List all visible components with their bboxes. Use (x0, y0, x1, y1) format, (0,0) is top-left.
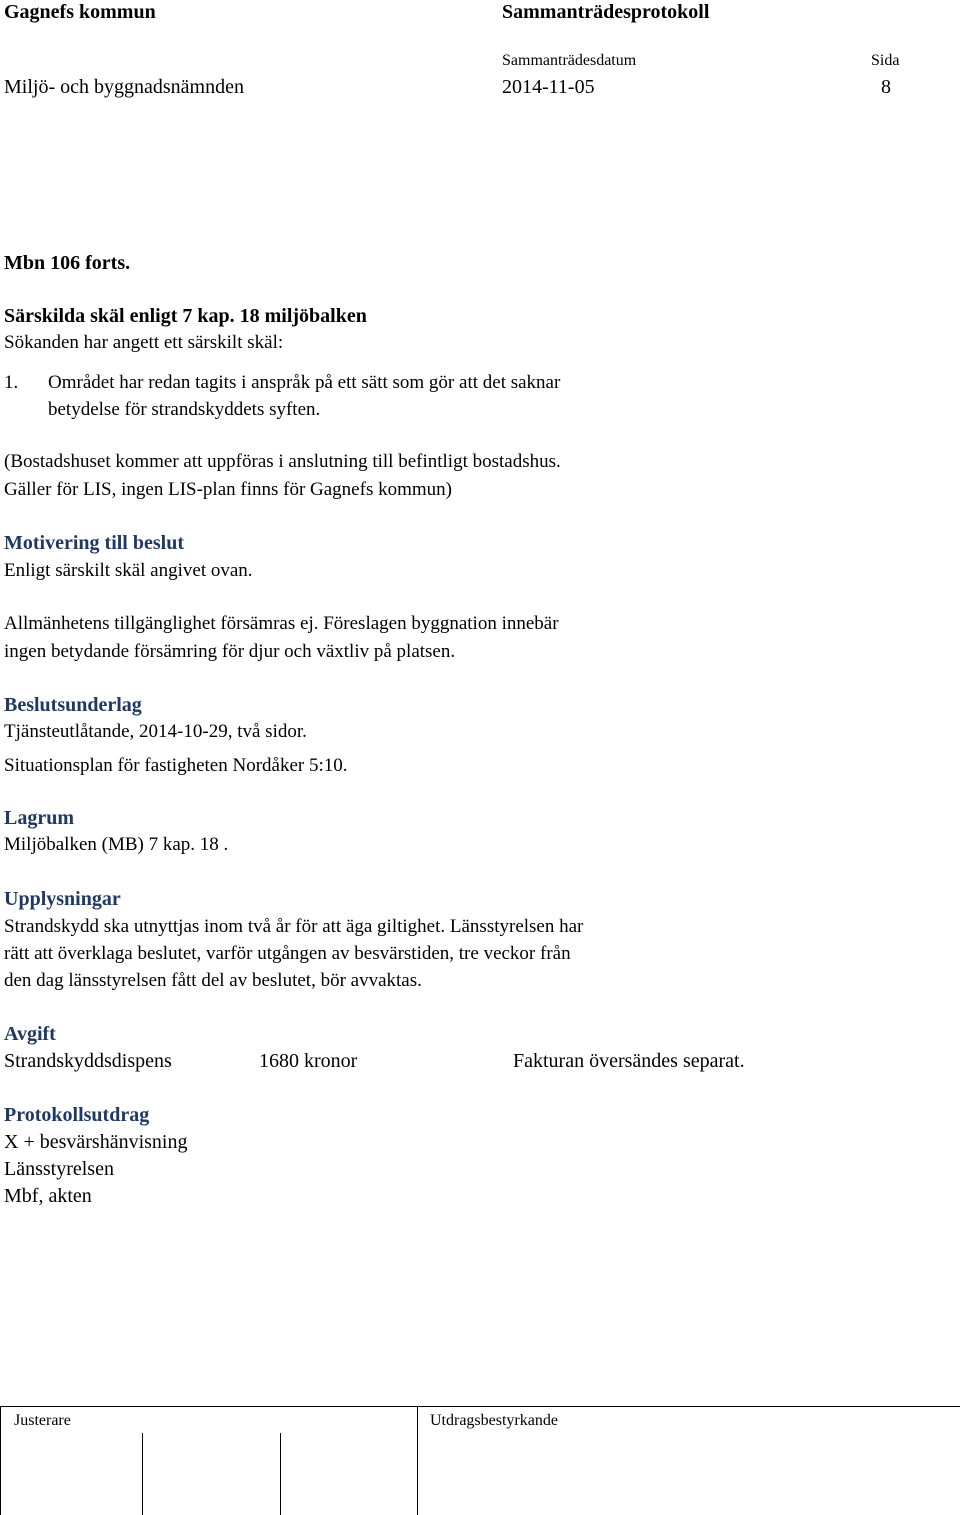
fee-note: Fakturan översändes separat. (513, 1050, 745, 1072)
basis-item-1: Tjänsteutlåtande, 2014-10-29, två sidor. (4, 721, 307, 742)
meeting-date: 2014-11-05 (502, 76, 595, 98)
reason-line-1: Området har redan tagits i anspråk på ett sätt som gör att det saknar (48, 372, 561, 393)
fee-heading: Avgift (4, 1023, 56, 1045)
signature-box-divider (142, 1433, 143, 1515)
date-label: Sammanträdesdatum (502, 52, 637, 69)
basis-item-2: Situationsplan för fastigheten Nordåker 5:10. (4, 755, 348, 776)
note-line-1: (Bostadshuset kommer att uppföras i anslutning till befintligt bostadshus. (4, 451, 561, 472)
footer-top-border (0, 1406, 960, 1407)
note-line-2: Gäller för LIS, ingen LIS-plan finns för Gagnefs kommun) (4, 479, 452, 500)
public-access-line-1: Allmänhetens tillgänglighet försämras ej. Föreslagen byggnation innebär (4, 613, 559, 634)
public-access-line-2: ingen betydande försämring för djur och växtliv på platsen. (4, 641, 456, 662)
signature-box-divider (417, 1406, 418, 1515)
adjusters-label: Justerare (14, 1412, 71, 1429)
reason-line-2: betydelse för strandskyddets syften. (48, 399, 321, 420)
page-label: Sida (871, 52, 900, 69)
committee-name: Miljö- och byggnadsnämnden (4, 76, 244, 98)
page-number: 8 (881, 76, 891, 98)
info-line-2: rätt att överklaga beslutet, varför utgången av besvärstiden, tre veckor från (4, 943, 571, 964)
reasons-intro: Sökanden har angett ett särskilt skäl: (4, 332, 284, 353)
extract-recipient: Mbf, akten (4, 1185, 92, 1207)
info-heading: Upplysningar (4, 888, 121, 910)
info-line-3: den dag länsstyrelsen fått del av beslutet, bör avvaktas. (4, 970, 422, 991)
extract-heading: Protokollsutdrag (4, 1104, 150, 1126)
law-heading: Lagrum (4, 807, 74, 829)
reason-number: 1. (4, 372, 19, 393)
extract-recipient: X + besvärshänvisning (4, 1131, 188, 1153)
law-text: Miljöbalken (MB) 7 kap. 18 . (4, 834, 229, 855)
org-name: Gagnefs kommun (4, 1, 156, 23)
signature-box-divider (280, 1433, 281, 1515)
footer-left-border (0, 1406, 1, 1515)
item-number: Mbn 106 forts. (4, 252, 131, 274)
basis-heading: Beslutsunderlag (4, 694, 142, 716)
reasons-heading: Särskilda skäl enligt 7 kap. 18 miljöbalken (4, 305, 367, 327)
certification-label: Utdragsbestyrkande (430, 1412, 558, 1429)
fee-amount: 1680 kronor (259, 1050, 358, 1072)
info-line-1: Strandskydd ska utnyttjas inom två år för att äga giltighet. Länsstyrelsen har (4, 916, 584, 937)
document-type: Sammanträdesprotokoll (502, 1, 710, 23)
fee-item: Strandskyddsdispens (4, 1050, 172, 1072)
extract-recipient: Länsstyrelsen (4, 1158, 114, 1180)
motivation-text: Enligt särskilt skäl angivet ovan. (4, 560, 253, 581)
motivation-heading: Motivering till beslut (4, 532, 184, 554)
